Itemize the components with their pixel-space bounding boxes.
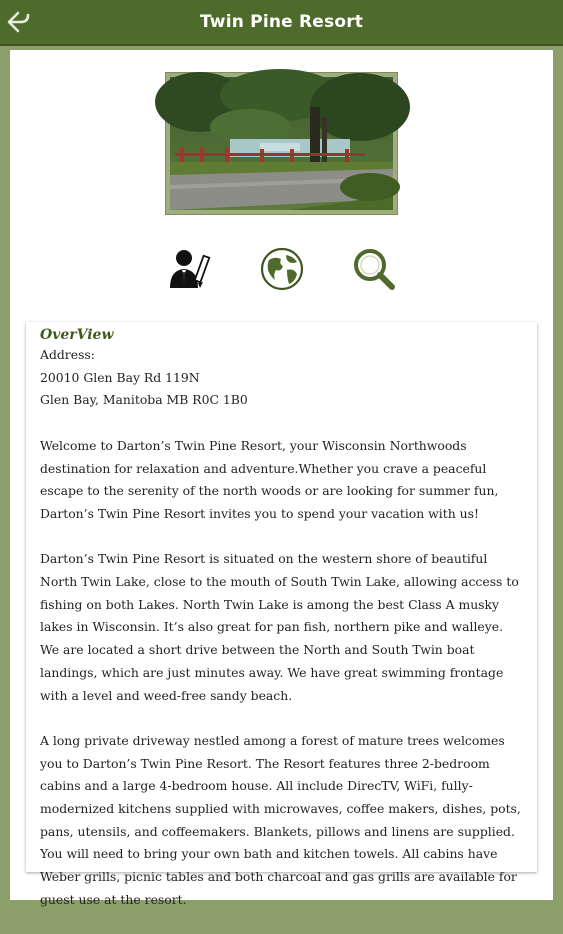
overview-title: OverView (40, 327, 114, 343)
app-header (0, 0, 563, 46)
overview-paragraph-1: Welcome to Darton’s Twin Pine Resort, your Wisconsin Northwoods destination for relaxation and adventure.Whether you crave a peaceful escape to the serenity of the north woods or are looking for summer fun, Darton’s Twin Pine Resort invites you to spend your vacation with us! (40, 437, 499, 521)
overview-paragraph-2: Darton’s Twin Pine Resort is situated on the western shore of beautiful North Twin Lake, close to the mouth of South Twin Lake, allowing access to fishing on both Lakes. North Twin Lake is among the best Class A musky lakes in Wisconsin. It’s also great for pan fish, northern pike and walleye. We are located a short drive between the North and South Twin boat landings, which are just minutes away. We have great swimming frontage with a level and weed-free sandy beach. (40, 551, 519, 703)
magnifier-search-icon (351, 246, 397, 292)
person-contact-icon (166, 246, 212, 292)
search-button[interactable] (351, 246, 397, 292)
resort-photo (165, 72, 398, 215)
website-button[interactable] (259, 246, 305, 292)
content-panel (10, 50, 553, 907)
globe-icon (259, 246, 305, 292)
address-line-1: 20010 Glen Bay Rd 119N (40, 369, 200, 385)
contact-button[interactable] (166, 246, 212, 292)
address-line-2: Glen Bay, Manitoba MB R0C 1B0 (40, 392, 248, 408)
overview-card (26, 322, 537, 907)
overview-paragraph-3: A long private driveway nestled among a forest of mature trees welcomes you to Darton’s Twin Pine Resort. The Resort features three 2-bedroom cabins and a large 4-bedroom house. All include DirecTV, WiFi, fully-modernized kitchens supplied with microwaves, coffee makers, dishes, pots, pans, utensils, and coffeemakers. Blankets, pillows and linens are supplied. You will need to bring your own bath and kitchen towels. All cabins have Weber grills, picnic tables and both charcoal and gas grills are available for guest use at the resort. (40, 732, 521, 907)
page-title: Twin Pine Resort (199, 12, 364, 32)
address-label: Address: (40, 347, 95, 362)
